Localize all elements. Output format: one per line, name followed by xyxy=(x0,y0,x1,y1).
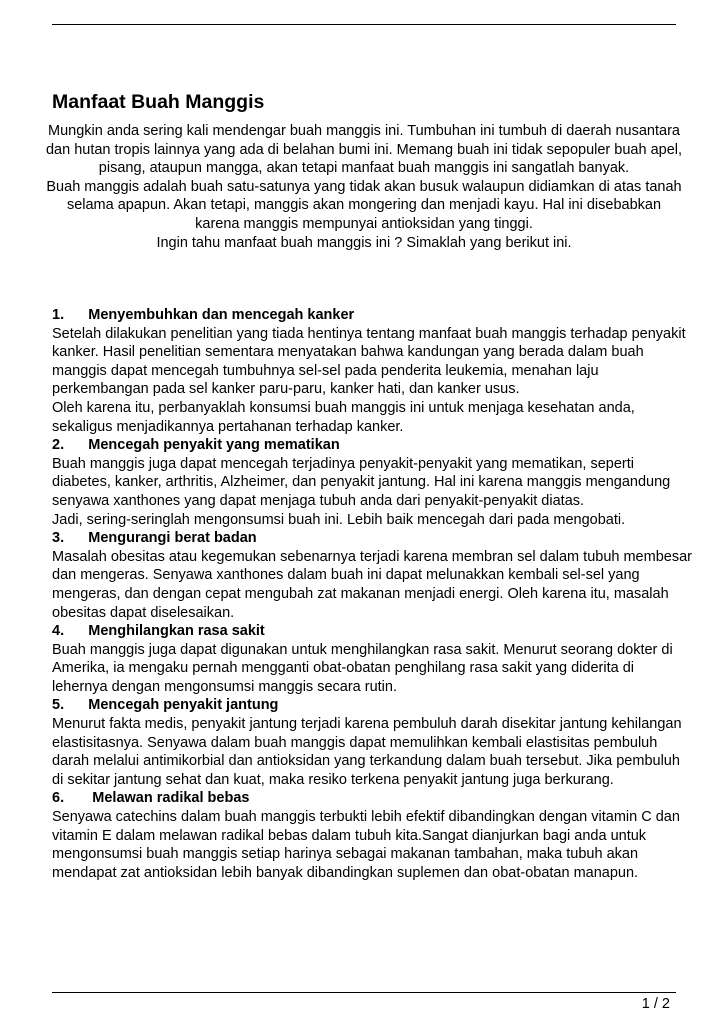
section-paragraph: Masalah obesitas atau kegemukan sebenarnya terjadi karena membran sel dalam tubuh membesar dan mengeras. Senyawa xanthones dalam buah ini dapat melunakkan kembali sel-sel yang mengeras, dan dengan cepat mengubah zat makanan menjadi energi. Oleh karena itu, masalah obesitas dapat diselesaikan. xyxy=(52,548,692,621)
article-body xyxy=(52,306,692,882)
page-number: 1 / 2 xyxy=(641,996,670,1012)
intro-paragraph: Ingin tahu manfaat buah manggis ini ? Simaklah yang berikut ini. xyxy=(156,234,572,251)
section-heading: 6. Melawan radikal bebas xyxy=(52,790,250,807)
page-title: Manfaat Buah Manggis xyxy=(52,91,265,113)
section-heading: 5. Mencegah penyakit jantung xyxy=(52,697,279,714)
section-paragraph: Menurut fakta medis, penyakit jantung terjadi karena pembuluh darah disekitar jantung kehilangan elastisitasnya. Senyawa dalam buah manggis dapat memulihkan kembali elastisitas pembuluh darah melalui antimikorbial dan antioksidan yang terkandung dalam buah tersebut. Jika pembuluh di sekitar jantung sehat dan kuat, maka resiko terkena penyakit jantung juga berkurang. xyxy=(52,716,682,788)
intro-block xyxy=(44,122,684,252)
intro-paragraph: Buah manggis adalah buah satu-satunya yang tidak akan busuk walaupun didiamkan di atas tanah selama apapun. Akan tetapi, manggis akan mongering dan menjadi kayu. Hal ini disebabkan karena manggis mempunyai antioksidan yang tinggi. xyxy=(46,178,682,232)
section-paragraph: Setelah dilakukan penelitian yang tiada hentinya tentang manfaat buah manggis terhadap penyakit kanker. Hasil penelitian sementara menyatakan bahwa kandungan yang berada dalam buah manggis dapat mencegah tumbuhnya sel-sel pada penderita leukemia, menahan laju perkembangan pada sel kanker paru-paru, kanker hati, dan kanker usus. xyxy=(52,325,686,398)
section-heading: 3. Mengurangi berat badan xyxy=(52,530,257,547)
section-heading: 2. Mencegah penyakit yang mematikan xyxy=(52,437,340,454)
section-paragraph: Buah manggis juga dapat mencegah terjadinya penyakit-penyakit yang mematikan, seperti diabetes, kanker, arthritis, Alzheimer, dan penyakit jantung. Hal ini karena manggis mengandung senyawa xanthones yang dapat menjaga tubuh anda dari penyakit-penyakit diatas. xyxy=(52,455,671,509)
section-paragraph: Senyawa catechins dalam buah manggis terbukti lebih efektif dibandingkan dengan vitamin C dan vitamin E dalam melawan radikal bebas dalam tubuh kita.Sangat dianjurkan bagi anda untuk mengonsumsi buah manggis setiap harinya sebagai makanan tambahan, maka tubuh akan mendapat zat antioksidan lebih banyak dibandingkan suplemen dan obat-obatan manapun. xyxy=(52,809,680,881)
section-paragraph: Buah manggis juga dapat digunakan untuk menghilangkan rasa sakit. Menurut seorang dokter di Amerika, ia mengaku pernah mengganti obat-obatan penghilang rasa sakit yang diderita di lehernya dengan mengonsumsi manggis secara rutin. xyxy=(52,641,673,695)
section-heading: 1. Menyembuhkan dan mencegah kanker xyxy=(52,307,355,323)
intro-paragraph: Mungkin anda sering kali mendengar buah manggis ini. Tumbuhan ini tumbuh di daerah nusantara dan hutan tropis lainnya yang ada di belahan bumi ini. Memang buah ini tidak sepopuler buah apel, pisang, ataupun mangga, akan tetapi manfaat buah manggis ini sangatlah banyak. xyxy=(45,123,683,177)
footer-rule xyxy=(52,992,676,993)
section-paragraph: Jadi, sering-seringlah mengonsumsi buah ini. Lebih baik mencegah dari pada mengobati. xyxy=(52,511,626,528)
header-rule xyxy=(52,24,676,25)
section-paragraph: Oleh karena itu, perbanyaklah konsumsi buah manggis ini untuk menjaga kesehatan anda, sekaligus menjadikannya pertahanan terhadap kanker. xyxy=(52,399,635,435)
section-heading: 4. Menghilangkan rasa sakit xyxy=(52,623,265,640)
